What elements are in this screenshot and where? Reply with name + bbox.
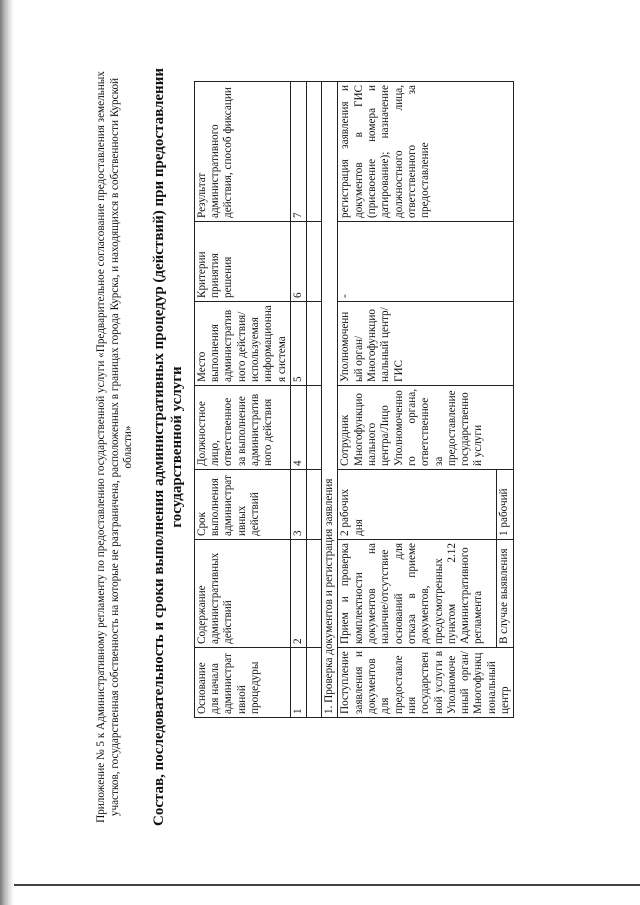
criteria-cell: - <box>338 222 514 302</box>
column-number: 2 <box>290 540 306 648</box>
document-title: Состав, последовательность и сроки выполнения административных процедур (действий) при предоставлении государственной услуги <box>150 68 185 826</box>
column-number: 7 <box>290 82 306 222</box>
header-cell: Основание для начала административной процедуры <box>194 648 290 718</box>
table-header-row <box>194 82 290 718</box>
header-cell: Срок выполнения административных действий <box>194 470 290 540</box>
header-cell: Место выполнения административного действия/используемая информационная система <box>194 302 290 386</box>
rotated-page <box>95 52 635 842</box>
content-cell: Прием и проверка комплектности документов на наличие/отсутствие оснований для отказа в приеме документов, предусмотренных пунктом 2.12 Административного регламента <box>338 540 497 648</box>
scan-edge <box>0 0 14 905</box>
section-title: 1. Проверка документов и регистрация заявления <box>322 82 338 718</box>
place-cell: Уполномоченный орган/Многофункциональный центр/ГИС <box>338 302 514 386</box>
responsible-cell: Сотрудник Многофункционального центра/Лицо Уполномоченного органа, ответственное за предоставление государственной услуги <box>338 386 514 470</box>
deadline-cell: 1 рабочий <box>497 470 514 540</box>
result-cell: регистрация заявления и документов в ГИС (присвоение номера и датирование); назначение должностного лица, ответственного за предоставление <box>338 82 514 222</box>
header-cell: Содержание административных действий <box>194 540 290 648</box>
header-cell: Должностное лицо, ответственное за выполнение административного действия <box>194 386 290 470</box>
page-bottom-rule <box>14 884 640 886</box>
deadline-cell: 2 рабочих дня <box>338 470 497 540</box>
table-row <box>338 82 497 718</box>
column-number: 5 <box>290 302 306 386</box>
column-number: 1 <box>290 648 306 718</box>
basis-cell: Поступление заявления и документов для предоставления государственной услуги в Уполномоченный орган/Многофункциональный центр <box>338 648 514 718</box>
header-cell: Результат административного действия, способ фиксации <box>194 82 290 222</box>
empty-row <box>307 82 322 718</box>
column-number: 3 <box>290 470 306 540</box>
column-number: 4 <box>290 386 306 470</box>
content-cell: В случае выявления <box>497 540 514 648</box>
header-cell: Критерии принятия решения <box>194 222 290 302</box>
section-row <box>322 82 338 718</box>
column-number-row <box>290 82 306 718</box>
appendix-header: Приложение № 5 к Административному регламенту по предоставлению государственной услуги «Предварительное согласование предоставления земельных участков, государственная собственность на которые не разграничена, расположенных в границах города Курска, и находящихся в собственности Курской области» <box>95 71 135 823</box>
column-number: 6 <box>290 222 306 302</box>
procedures-table <box>194 81 515 718</box>
